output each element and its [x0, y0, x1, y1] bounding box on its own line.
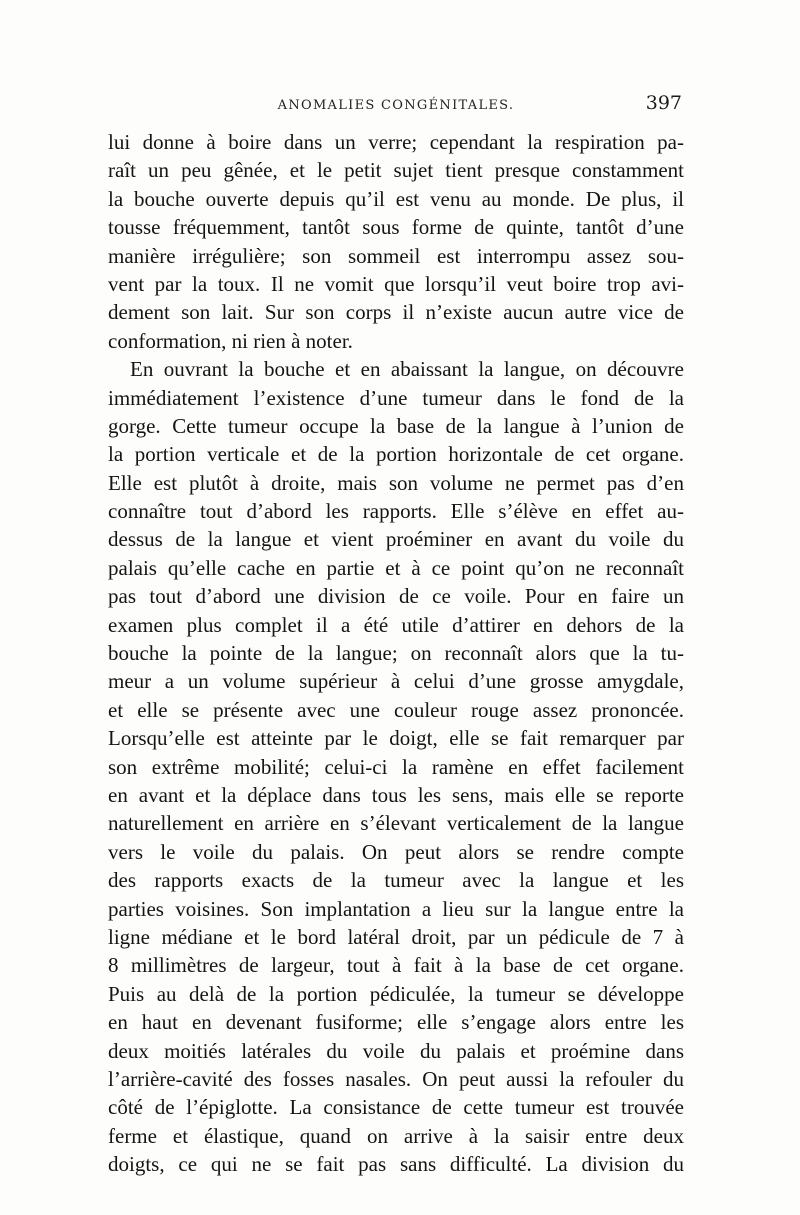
text-line: connaître tout d’abord les rapports. Elle s’élève en effet au- [108, 499, 684, 524]
text-line: doigts, ce qui ne se fait pas sans difficulté. La division du [108, 1152, 684, 1177]
text-line: immédiatement l’existence d’une tumeur dans le fond de la [108, 385, 684, 410]
text-line: 8 millimètres de largeur, tout à fait à la base de cet organe. [108, 953, 684, 978]
running-header [108, 92, 684, 122]
paragraph-start-line: En ouvrant la bouche et en abaissant la langue, on découvre [130, 357, 684, 382]
text-line: son extrême mobilité; celui-ci la ramène en effet facilement [108, 754, 684, 779]
text-line: parties voisines. Son implantation a lieu sur la langue entre la [108, 896, 684, 921]
page-number: 397 [645, 92, 682, 114]
paragraph-end-line: conformation, ni rien à noter. [108, 328, 353, 353]
text-line: ferme et élastique, quand on arrive à la saisir entre deux [108, 1123, 684, 1148]
text-line: deux moitiés latérales du voile du palais et proémine dans [108, 1038, 684, 1063]
text-line: côté de l’épiglotte. La consistance de cette tumeur est trouvée [108, 1095, 684, 1120]
text-line: ligne médiane et le bord latéral droit, par un pédicule de 7 à [108, 924, 684, 949]
text-line: bouche la pointe de la langue; on reconnaît alors que la tu- [108, 641, 684, 666]
text-line: pas tout d’abord une division de ce voile. Pour en faire un [108, 584, 684, 609]
text-line: en avant et la déplace dans tous les sens, mais elle se reporte [108, 782, 684, 807]
text-line: tousse fréquemment, tantôt sous forme de quinte, tantôt d’une [108, 215, 684, 240]
text-line: et elle se présente avec une couleur rouge assez prononcée. [108, 697, 684, 722]
text-line: Lorsqu’elle est atteinte par le doigt, elle se fait remarquer par [108, 726, 684, 751]
text-line: la bouche ouverte depuis qu’il est venu au monde. De plus, il [108, 186, 684, 211]
text-line: Puis au delà de la portion pédiculée, la tumeur se développe [108, 981, 684, 1006]
text-line: Elle est plutôt à droite, mais son volume ne permet pas d’en [108, 470, 684, 495]
text-line: examen plus complet il a été utile d’attirer en dehors de la [108, 612, 684, 637]
text-line: en haut en devenant fusiforme; elle s’engage alors entre les [108, 1010, 684, 1035]
text-line: dement son lait. Sur son corps il n’existe aucun autre vice de [108, 300, 684, 325]
text-line: vers le voile du palais. On peut alors se rendre compte [108, 839, 684, 864]
text-line: des rapports exacts de la tumeur avec la langue et les [108, 868, 684, 893]
text-line: raît un peu gênée, et le petit sujet tient presque constamment [108, 158, 684, 183]
text-line: manière irrégulière; son sommeil est interrompu assez sou- [108, 243, 684, 268]
text-line: vent par la toux. Il ne vomit que lorsqu’il veut boire trop avi- [108, 271, 684, 296]
text-line: l’arrière-cavité des fosses nasales. On peut aussi la refouler du [108, 1066, 684, 1091]
text-line: la portion verticale et de la portion horizontale de cet organe. [108, 442, 684, 467]
text-line: gorge. Cette tumeur occupe la base de la langue à l’union de [108, 413, 684, 438]
text-line: meur a un volume supérieur à celui d’une grosse amygdale, [108, 669, 684, 694]
text-line: naturellement en arrière en s’élevant verticalement de la langue [108, 811, 684, 836]
text-line: lui donne à boire dans un verre; cependant la respiration pa- [108, 130, 684, 154]
running-title: ANOMALIES CONGÉNITALES. [277, 98, 515, 113]
text-line: palais qu’elle cache en partie et à ce point qu’on ne reconnaît [108, 555, 684, 580]
text-line: dessus de la langue et vient proéminer en avant du voile du [108, 527, 684, 552]
body-text [108, 128, 684, 1178]
